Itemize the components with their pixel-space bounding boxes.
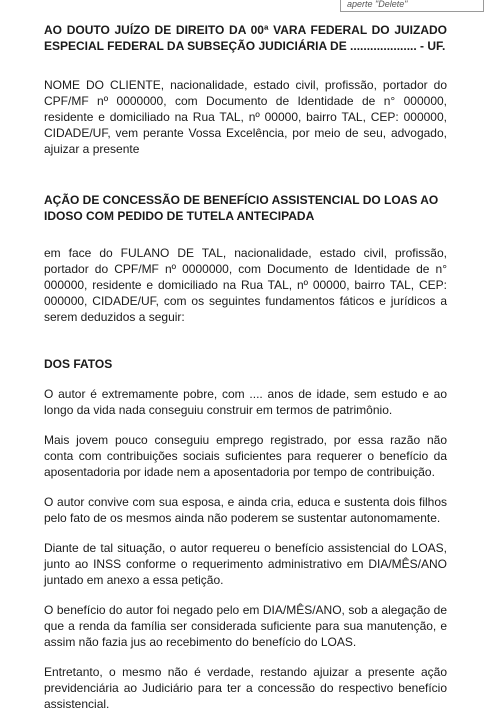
fact-paragraph-5: O benefício do autor foi negado pelo em DIA/MÊS/ANO, sob a alegação de que a renda da família ser considerada suficiente para sua manutenção, e assim não fazia jus ao recebimento do benefício do LOAS. xyxy=(44,603,447,649)
delete-hint-text: aperte "Delete" xyxy=(347,0,408,9)
fact-paragraph-6: Entretanto, o mesmo não é verdade, restando ajuizar a presente ação previdenciária ao Judiciário para ter a concessão do respectivo benefício assistencial. xyxy=(44,665,447,711)
fact-paragraph-4: Diante de tal situação, o autor requereu o benefício assistencial do LOAS, junto ao INSS conforme o requerimento administrativo em DIA/MÊS/ANO juntado em anexo a essa petição. xyxy=(44,541,447,587)
action-title: AÇÃO DE CONCESSÃO DE BENEFÍCIO ASSISTENCIAL DO LOAS AO IDOSO COM PEDIDO DE TUTELA ANTECIPADA xyxy=(44,193,439,223)
plaintiff-intro: NOME DO CLIENTE, nacionalidade, estado civil, profissão, portador do CPF/MF nº 0000000, com Documento de Identidade de n° 000000, residente e domiciliado na Rua TAL, nº 00000, bairro TAL, CEP: 000000, CIDADE/UF, vem perante Vossa Excelência, por meio de seu, advogado, ajuizar a presente xyxy=(44,78,447,156)
fact-paragraph-3: O autor convive com sua esposa, e ainda cria, educa e sustenta dois filhos pelo fato de os mesmos ainda não poderem se sustentar autonomamente. xyxy=(44,495,447,525)
petition-document xyxy=(44,22,447,712)
fact-paragraph-1: O autor é extremamente pobre, com .... anos de idade, sem estudo e ao longo da vida nada conseguiu construir em termos de patrimônio. xyxy=(44,387,447,417)
fact-paragraph-2: Mais jovem pouco conseguiu emprego registrado, por essa razão não conta com contribuições sociais suficientes para requerer o benefício da aposentadoria por idade nem a aposentadoria por tempo de contribuição. xyxy=(44,433,447,479)
facts-heading: DOS FATOS xyxy=(44,357,113,371)
defendant-paragraph: em face do FULANO DE TAL, nacionalidade, estado civil, profissão, portador do CPF/MF nº 0000000, com Documento de Identidade de n° 000000, residente e domiciliado na Rua TAL, nº 00000, bairro TAL, CEP: 000000, CIDADE/UF, com os seguintes fundamentos fáticos e jurídicos a serem deduzidos a seguir: xyxy=(44,246,447,324)
court-address: AO DOUTO JUÍZO DE DIREITO DA 00ª VARA FEDERAL DO JUIZADO ESPECIAL FEDERAL DA SUBSEÇÃO JUDICIÁRIA DE .................... - UF. xyxy=(44,23,447,53)
delete-hint-box xyxy=(340,0,484,12)
